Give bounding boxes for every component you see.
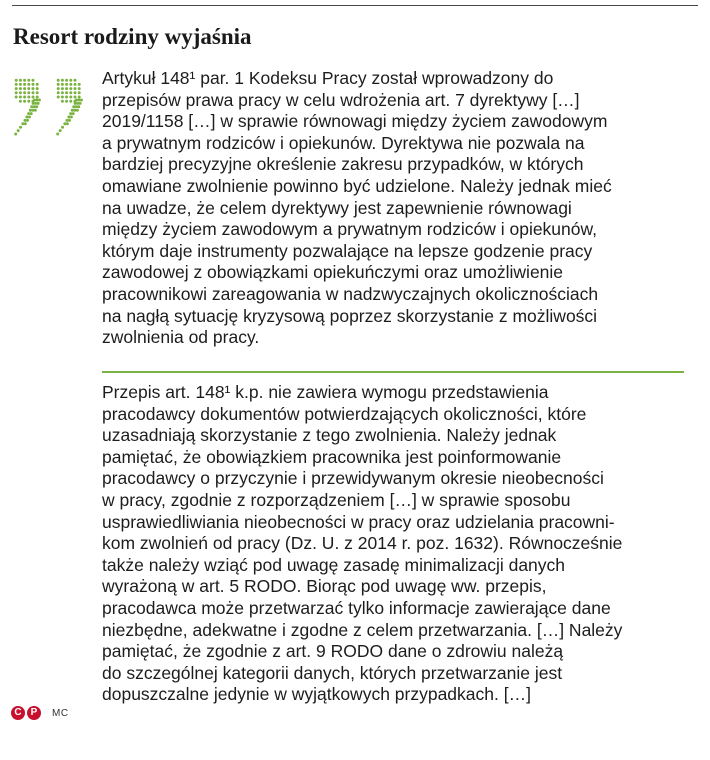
quote-marks-icon (10, 72, 92, 136)
paragraph-body (102, 382, 702, 706)
text-line: omawiane zwolnienie powinno być udzielone. Należy jednak mieć (102, 175, 612, 196)
text-line: pracodawcy dokumentów potwierdzających okoliczności, które (102, 403, 587, 424)
text-line: wyrażoną w art. 5 RODO. Biorąc pod uwagę ww. przepis, (102, 576, 547, 597)
text-line: pracodawcy o przyczynie i przewidywanym okresie nieobecności (102, 468, 604, 489)
text-line: w pracy, zgodnie z rozporządzeniem […] w sprawie sposobu (102, 489, 571, 510)
text-line: Przepis art. 148¹ k.p. nie zawiera wymogu przedstawienia (102, 382, 549, 402)
text-line: między życiem zawodowym a prywatnym rodziców i opiekunów, (102, 219, 598, 240)
text-line: pamiętać, że obowiązkiem pracownika jest poinformowanie (102, 446, 562, 467)
text-line: a prywatnym rodziców i opiekunów. Dyrektywa nie pozwala na (102, 132, 585, 153)
logo-circle-c: C (11, 706, 25, 720)
text-line: kom zwolnień od pracy (Dz. U. z 2014 r. poz. 1632). Równocześnie (102, 533, 623, 554)
author-initials: MC (52, 708, 69, 719)
text-line: pracodawca może przetwarzać tylko informacje zawierające dane (102, 597, 611, 618)
text-line: dopuszczalne jedynie w wyjątkowych przypadkach. […] (102, 684, 531, 705)
text-line: zwolnienia od pracy. (102, 327, 260, 348)
text-line: usprawiedliwiania nieobecności w pracy oraz udzielania pracowni- (102, 511, 615, 532)
section-divider (102, 371, 684, 373)
top-rule (12, 5, 698, 6)
text-line: na uwadze, że celem dyrektywy jest zapewnienie równowagi (102, 197, 572, 218)
text-line: bardziej precyzyjne określenie zakresu przypadków, w których (102, 154, 584, 175)
text-line: do szczególnej kategorii danych, których przetwarzanie jest (102, 662, 563, 683)
logo-circle-p: P (27, 706, 41, 720)
text-line: którym daje instrumenty pozwalające na lepsze godzenie pracy (102, 240, 593, 261)
text-line: zawodowej z obowiązkami opiekuńczymi oraz umożliwienie (102, 262, 564, 283)
text-line: Artykuł 148¹ par. 1 Kodeksu Pracy został wprowadzony do (102, 68, 554, 88)
text-line: uzasadniają skorzystanie z tego zwolnienia. Należy jednak (102, 425, 557, 446)
cp-logo (11, 705, 41, 721)
text-line: pamiętać, że zgodnie z art. 9 RODO dane o zdrowiu należą (102, 641, 564, 662)
text-line: także należy wziąć pod uwagę zasadę minimalizacji danych (102, 554, 566, 575)
text-line: pracownikowi zareagowania w nadzwyczajnych okolicznościach (102, 283, 599, 304)
page-title: Resort rodziny wyjaśnia (13, 24, 252, 49)
paragraph-quote (102, 68, 702, 349)
text-line: 2019/1158 […] w sprawie równowagi między życiem zawodowym (102, 111, 608, 132)
text-line: na nagłą sytuację kryzysową poprzez skorzystanie z możliwości (102, 305, 598, 326)
text-line: niezbędne, adekwatne i zgodne z celem przetwarzania. […] Należy (102, 619, 623, 640)
text-line: przepisów prawa pracy w celu wdrożenia art. 7 dyrektywy […] (102, 89, 580, 110)
